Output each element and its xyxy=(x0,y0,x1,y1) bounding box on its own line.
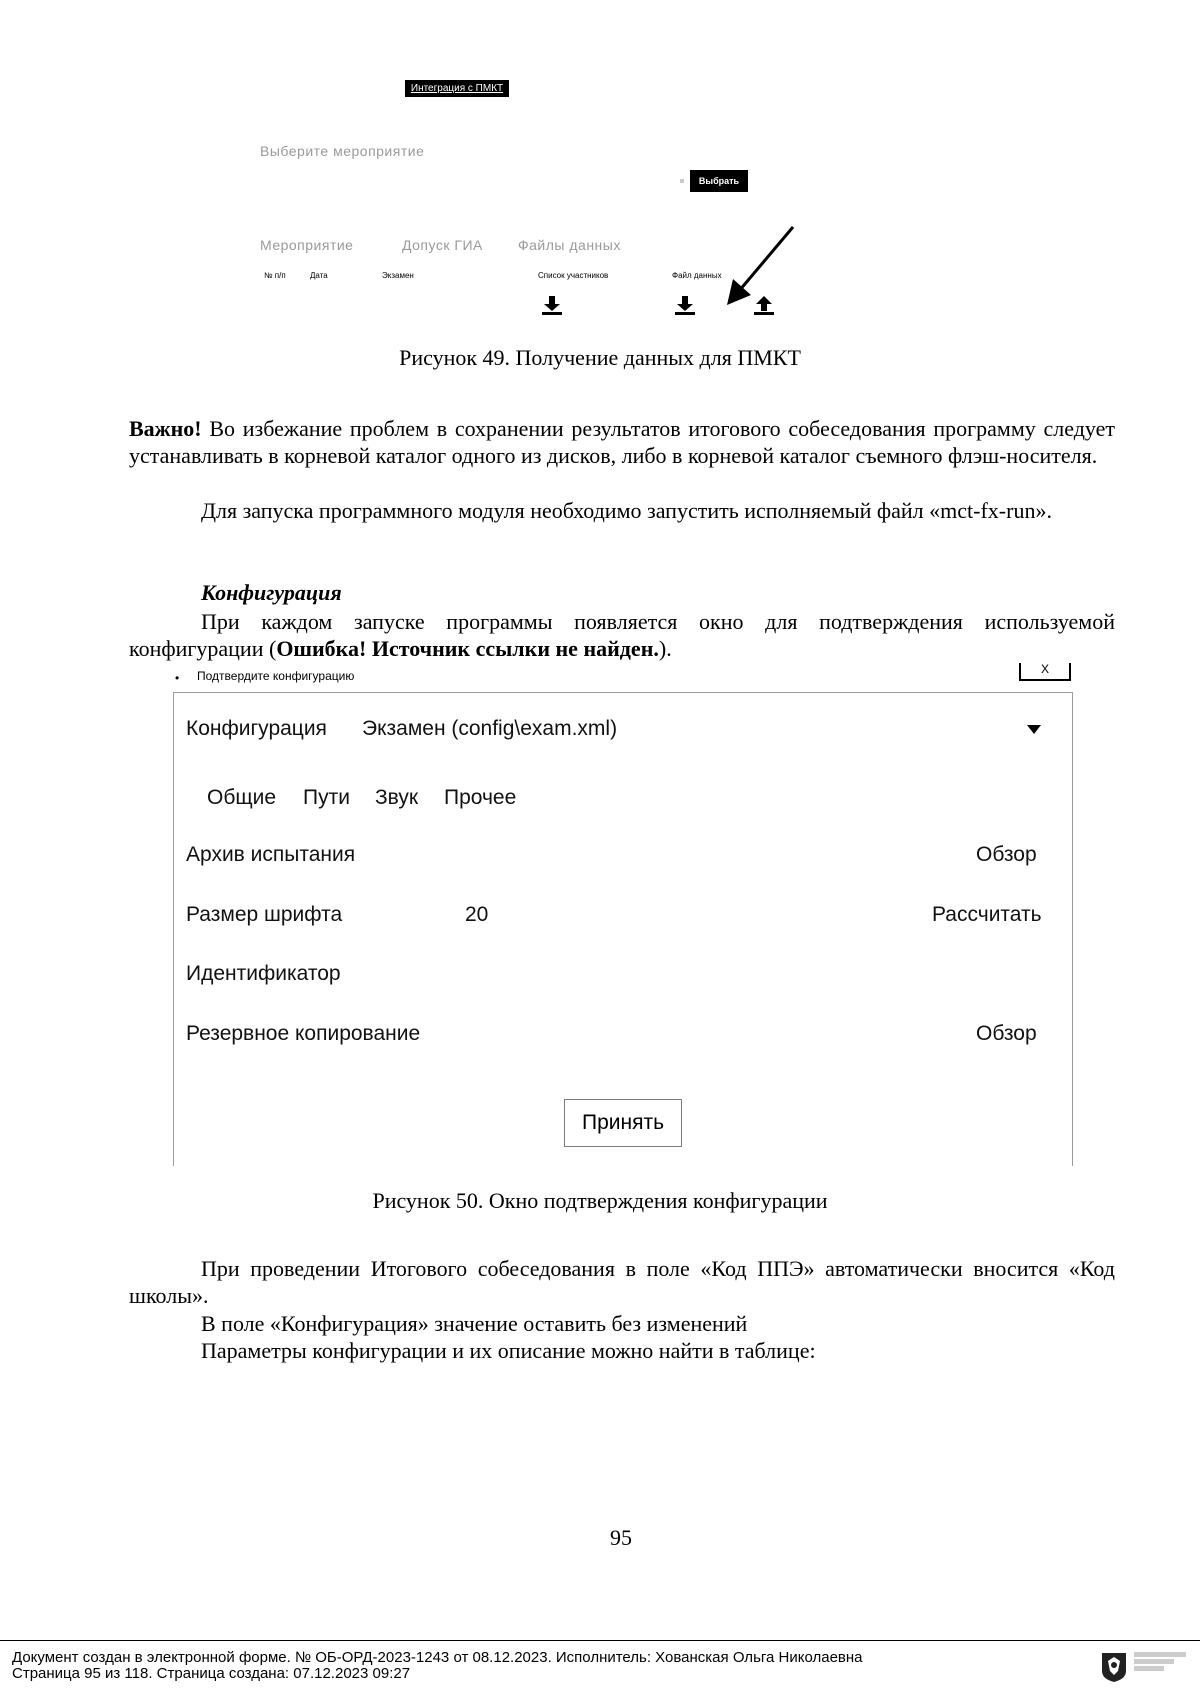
launch-paragraph: Для запуска программного модуля необходимо запустить исполняемый файл «mct-fx-run». xyxy=(201,498,1052,523)
select-button[interactable]: Выбрать xyxy=(690,170,748,192)
integration-pmkt-button[interactable]: Интеграция с ПМКТ xyxy=(405,80,509,97)
tab-sound[interactable]: Звук xyxy=(375,786,419,809)
figure50-caption: Рисунок 50. Окно подтверждения конфигурации xyxy=(372,1188,828,1213)
config-heading: Конфигурация xyxy=(201,580,342,605)
page-number: 95 xyxy=(610,1525,632,1550)
table-reference-paragraph: Параметры конфигурации и их описание можно найти в таблице: xyxy=(201,1338,816,1363)
emblem-icon xyxy=(1100,1651,1128,1683)
calculate-button[interactable]: Рассчитать xyxy=(932,903,1042,926)
ppe-code-paragraph: При проведении Итогового собеседования в поле «Код ППЭ» автоматически вносится «Код школы». xyxy=(129,1256,1115,1308)
config-intro-text-2: ). xyxy=(658,636,672,661)
font-size-label: Размер шрифта xyxy=(186,903,343,926)
col-number: № п/п xyxy=(264,271,286,280)
tab-other[interactable]: Прочее xyxy=(444,786,517,809)
col-exam: Экзамен xyxy=(382,271,414,280)
download-data-icon[interactable] xyxy=(674,296,696,316)
important-label: Важно! xyxy=(129,416,202,441)
accept-button[interactable]: Принять xyxy=(564,1099,682,1147)
config-label: Конфигурация xyxy=(186,717,327,740)
footer-line-2: Страница 95 из 118. Страница создана: 07.12.2023 09:27 xyxy=(12,1665,411,1682)
download-icon[interactable] xyxy=(541,296,563,316)
backup-label: Резервное копирование xyxy=(186,1022,421,1045)
config-unchanged-paragraph: В поле «Конфигурация» значение оставить без изменений xyxy=(201,1311,748,1336)
select-event-label: Выберите мероприятие xyxy=(260,143,425,159)
close-button[interactable]: X xyxy=(1019,663,1071,681)
col-participants: Список участников xyxy=(538,271,609,280)
config-intro-text-1: При каждом запуске программы появляется окно для подтверждения используемой конфигурации ( xyxy=(129,609,1115,661)
figure49-caption: Рисунок 49. Получение данных для ПМКТ xyxy=(399,345,801,370)
archive-browse-button[interactable]: Обзор xyxy=(976,843,1037,866)
font-size-input[interactable]: 20 xyxy=(465,903,489,926)
col-date: Дата xyxy=(310,271,328,280)
config-dialog xyxy=(173,692,1073,1166)
important-text: Во избежание проблем в сохранении результатов итогового собеседования программу следует устанавливать в корневой каталог одного из дисков, либо в корневой каталог съемного флэш-носителя. xyxy=(129,416,1115,468)
config-intro-error: Ошибка! Источник ссылки не найден. xyxy=(276,636,659,661)
identifier-label: Идентификатор xyxy=(186,962,341,985)
window-icon: • xyxy=(175,671,180,685)
footer-line-1: Документ создан в электронной форме. № ОБ-ОРД-2023-1243 от 08.12.2023. Исполнитель: Хованская Ольга Николаевна xyxy=(12,1649,863,1666)
backup-browse-button[interactable]: Обзор xyxy=(976,1022,1037,1045)
footer-divider xyxy=(0,1640,1200,1641)
emblem-caption xyxy=(1134,1650,1194,1673)
important-paragraph xyxy=(129,415,1115,469)
archive-label: Архив испытания xyxy=(186,843,356,866)
tab-data-files[interactable]: Файлы данных xyxy=(518,237,621,253)
tab-general[interactable]: Общие xyxy=(207,786,277,809)
config-intro-paragraph xyxy=(129,608,1115,662)
chevron-down-icon[interactable] xyxy=(1027,725,1041,734)
tab-event[interactable]: Мероприятие xyxy=(260,237,354,253)
dialog-title: Подтвердите конфигурацию xyxy=(197,669,355,683)
col-data-file: Файл данных xyxy=(672,271,722,280)
tab-paths[interactable]: Пути xyxy=(303,786,350,809)
tab-gia-admission[interactable]: Допуск ГИА xyxy=(402,237,483,253)
config-select-value[interactable]: Экзамен (config\exam.xml) xyxy=(362,717,618,740)
pointer-arrow-icon xyxy=(725,225,795,307)
select-marker xyxy=(680,179,684,183)
